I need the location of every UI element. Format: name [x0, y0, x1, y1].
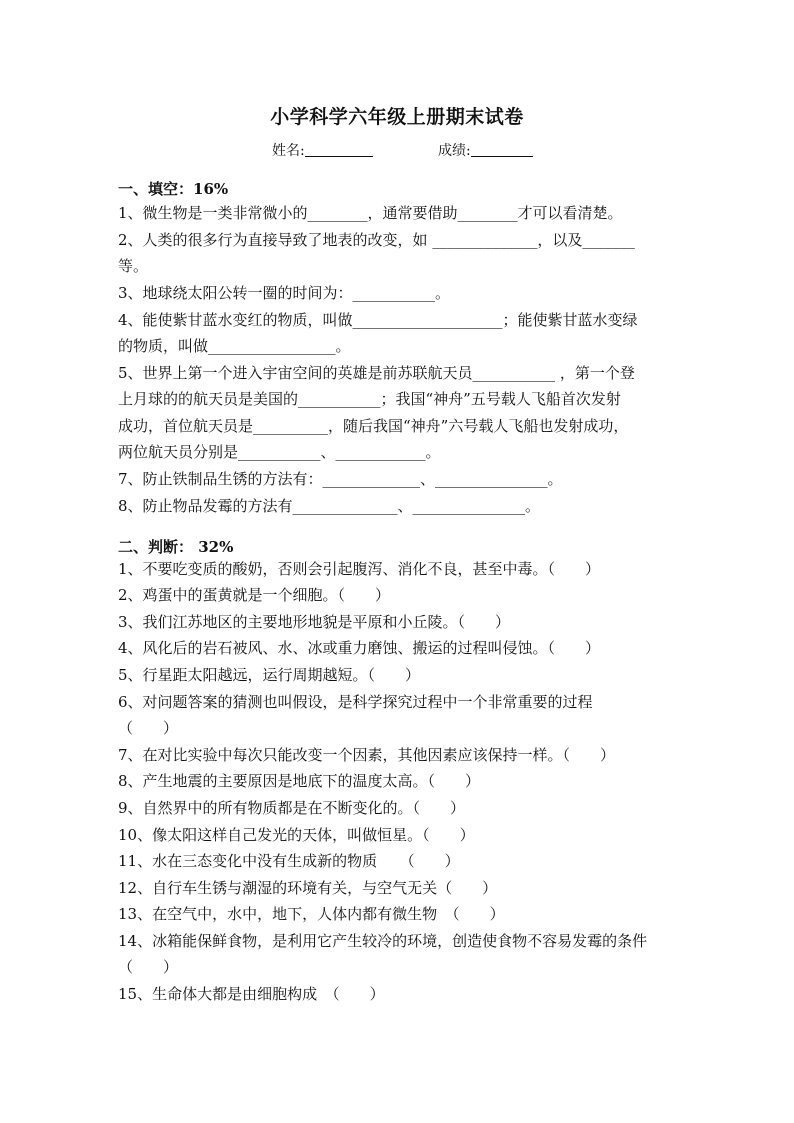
judge-question-14-cont: （ ）	[118, 958, 179, 976]
fill-question-5-cont-3: 两位航天员分别是___________、____________。	[118, 443, 441, 461]
judge-question-2: 2、鸡蛋中的蛋黄就是一个细胞。（ ）	[118, 586, 391, 604]
fill-question-2-cont: 等。	[118, 257, 149, 275]
judge-question-15: 15、生命体大都是由细胞构成 （ ）	[118, 985, 385, 1003]
section-judge-heading: 二、判断： 32%	[118, 538, 234, 556]
judge-question-12: 12、自行车生锈与潮湿的环境有关，与空气无关（ ）	[118, 879, 498, 897]
judge-question-4: 4、风化后的岩石被风、水、冰或重力磨蚀、搬运的过程叫侵蚀。（ ）	[118, 639, 601, 657]
fill-question-4-cont: 的物质，叫做_________________。	[118, 337, 351, 355]
name-blank	[305, 142, 373, 157]
judge-question-3: 3、我们江苏地区的主要地形地貌是平原和小丘陵。（ ）	[118, 613, 511, 631]
judge-question-10: 10、像太阳这样自己发光的天体，叫做恒星。（ ）	[118, 826, 475, 844]
judge-question-9: 9、自然界中的所有物质都是在不断变化的。（ ）	[118, 799, 466, 817]
fill-question-4: 4、能使紫甘蓝水变红的物质，叫做____________________；能使紫甘蓝水变绿	[118, 311, 638, 329]
fill-question-5-cont-2: 成功，首位航天员是__________，随后我国“神舟”六号载人飞船也发射成功，	[118, 417, 629, 435]
judge-question-11: 11、水在三态变化中没有生成新的物质 （ ）	[118, 852, 460, 870]
judge-question-14: 14、冰箱能保鲜食物，是利用它产生较冷的环境，创造使食物不容易发霉的条件	[118, 932, 648, 950]
fill-question-8: 8、防止物品发霉的方法有______________、_______________。	[118, 497, 541, 515]
judge-question-13: 13、在空气中，水中，地下，人体内都有微生物 （ ）	[118, 905, 505, 923]
score-label: 成绩:	[438, 143, 471, 159]
page-title: 小学科学六年级上册期末试卷	[270, 106, 524, 128]
judge-question-6: 6、对问题答案的猜测也叫假设，是科学探究过程中一个非常重要的过程	[118, 693, 593, 711]
score-blank	[471, 142, 533, 157]
fill-question-5: 5、世界上第一个进入宇宙空间的英雄是前苏联航天员___________ ，第一个登	[118, 364, 635, 382]
fill-question-1: 1、微生物是一类非常微小的________，通常要借助________才可以看清楚。	[118, 204, 623, 222]
judge-question-1: 1、不要吃变质的酸奶，否则会引起腹泻、消化不良，甚至中毒。（ ）	[118, 560, 601, 578]
judge-question-7: 7、在对比实验中每次只能改变一个因素，其他因素应该保持一样。（ ）	[118, 746, 616, 764]
fill-question-5-cont-1: 上月球的的航天员是美国的___________；我国“神舟”五号载人飞船首次发射	[118, 390, 621, 408]
judge-question-8: 8、产生地震的主要原因是地底下的温度太高。（ ）	[118, 772, 481, 790]
name-field	[272, 140, 373, 160]
name-label: 姓名:	[272, 143, 305, 159]
fill-question-7: 7、防止铁制品生锈的方法有：_____________、_______________。	[118, 470, 563, 488]
judge-question-5: 5、行星距太阳越远，运行周期越短。（ ）	[118, 666, 421, 684]
fill-question-3: 3、地球绕太阳公转一圈的时间为：___________。	[118, 284, 451, 302]
judge-question-6-cont: （ ）	[118, 719, 179, 737]
fill-question-2: 2、人类的很多行为直接导致了地表的改变，如 ______________，以及_______	[118, 231, 635, 249]
section-fill-heading: 一、填空：16%	[118, 180, 229, 198]
score-field	[438, 140, 533, 160]
